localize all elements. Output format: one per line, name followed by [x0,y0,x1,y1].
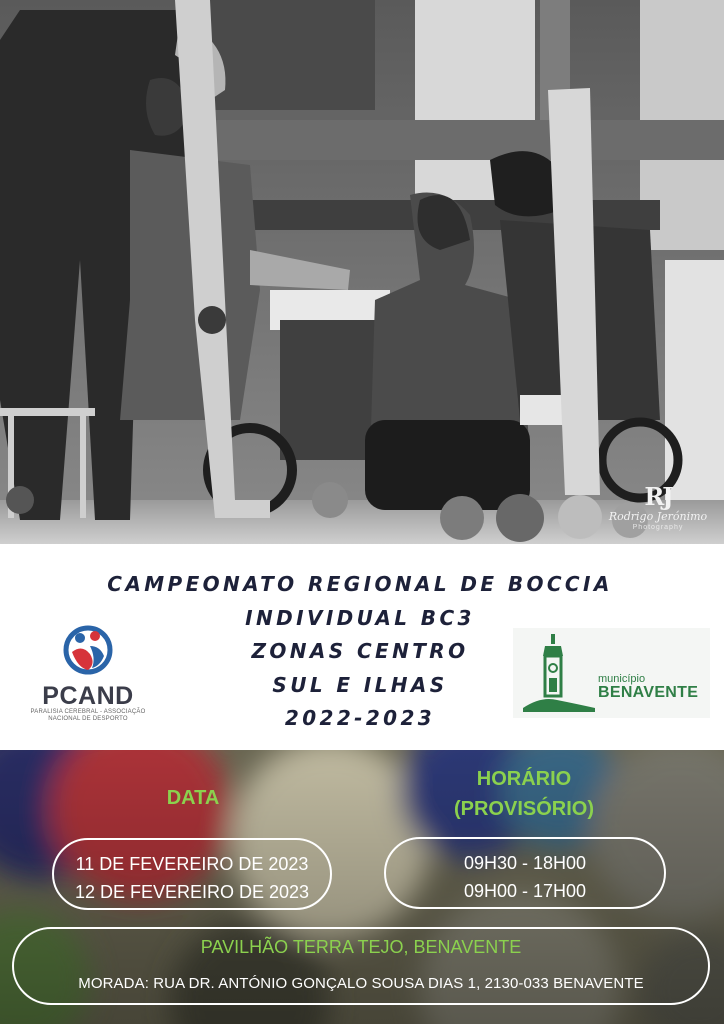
event-details [0,750,724,1024]
title-line: SUL E ILHAS [272,672,448,697]
venue-address: MORADA: RUA DR. ANTÓNIO GONÇALO SOUSA DIAS 1, 2130-033 BENAVENTE [78,975,644,992]
pcand-emblem-icon [60,624,116,676]
hours-line: 09H00 - 17H00 [463,881,587,901]
date-line: 11 DE FEVEREIRO DE 2023 [75,854,309,874]
date-line: 12 DE FEVEREIRO DE 2023 [74,882,310,902]
title-line: ZONAS CENTRO [251,639,469,663]
watermark-subtitle: Photography [632,524,684,531]
watermark-name: Rodrigo Jerónimo [608,510,708,523]
pcand-subtitle-line: PARALISIA CEREBRAL - ASSOCIAÇÃO [30,709,146,715]
municipio-label: município [598,673,646,685]
pcand-subtitle-line: NACIONAL DE DESPORTO [48,716,128,722]
pcand-name: PCAND [42,682,134,710]
clock-tower-icon [521,632,597,716]
horario-heading-line: (PROVISÓRIO) [453,798,594,820]
location-box [12,927,710,1005]
benavente-name: BENAVENTE [598,684,699,701]
hours-line: 09H30 - 18H00 [463,853,587,873]
data-heading: DATA [166,787,220,809]
title-line: INDIVIDUAL BC3 [245,605,475,630]
title-line: CAMPEONATO REGIONAL DE BOCCIA [107,572,613,596]
benavente-logo [513,628,710,718]
title-band [0,544,724,750]
watermark-monogram: RJ [644,482,672,511]
hours-box [384,837,666,909]
pcand-logo [26,624,150,723]
horario-heading [400,764,648,824]
venue-name: PAVILHÃO TERRA TEJO, BENAVENTE [200,937,522,957]
title-line: 2022-2023 [284,706,436,730]
photographer-watermark [598,484,718,532]
dates-box [52,838,332,910]
horario-heading-line: HORÁRIO [476,768,572,790]
